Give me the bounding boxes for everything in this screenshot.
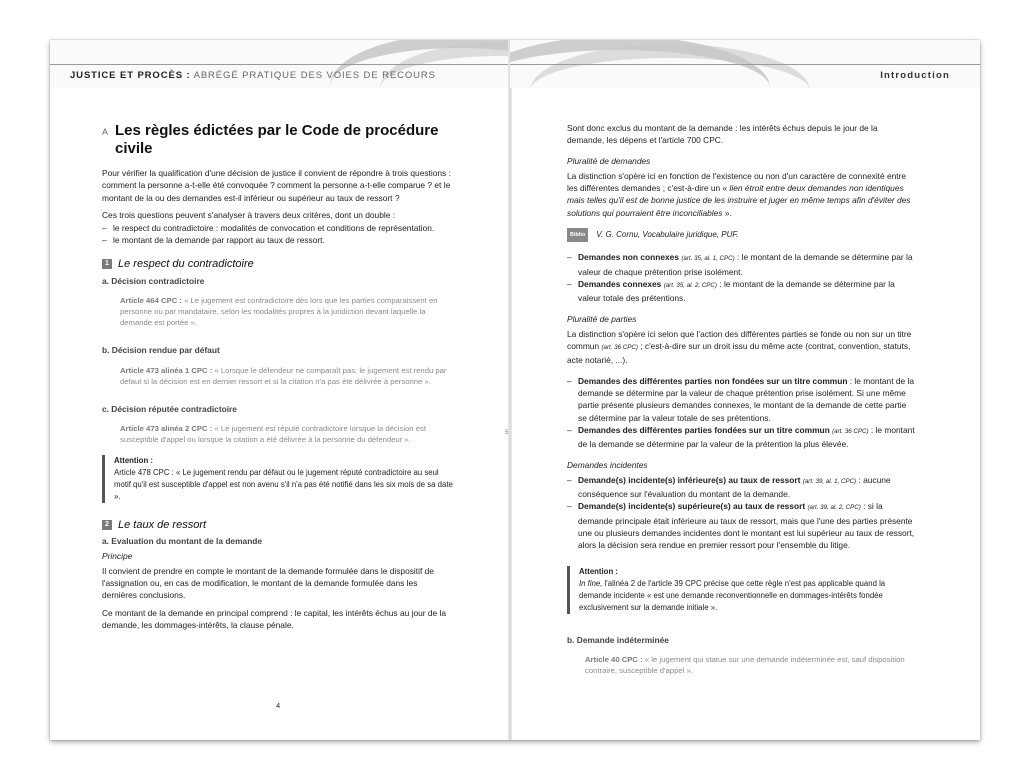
- principe-paragraph-2: Ce montant de la demande en principal comprend : le capital, les intérêts échus au jour de la demande, les dommages-intérêts, la clause pénale.: [102, 607, 447, 631]
- number-badge: 1: [102, 259, 112, 269]
- list-item: – Demande(s) incidente(s) supérieure(s) au taux de ressort (art. 39, al. 2, CPC) : si la demande principale était inférieure au taux de ressort, mais que l'une des parties présente une ou plusieurs demandes incidentes dont le montant est lui supérieur au taux de ressort, alors la décision sera rendue en premier ressort pour l'ensemble du litige.: [567, 500, 917, 551]
- attention-box: Attention : Article 478 CPC : « Le jugement rendu par défaut ou le jugement réputé contradictoire au seul motif qu'il est susceptible d'appel est non avenu s'il n'a pas été notifié dans les six mois de sa date ».: [102, 455, 454, 503]
- right-page: [510, 40, 980, 740]
- legal-citation: Article 473 alinéa 1 CPC : « Lorsque le défendeur ne comparaît pas, le jugement est rendu par défaut si la décision est en dernier ressort et si la citation n'a pas été délivrée à personne ».: [120, 365, 447, 386]
- subheading: a. Décision contradictoire: [102, 276, 205, 287]
- subheading: b. Décision rendue par défaut: [102, 345, 220, 356]
- biblio-tag: Biblio: [567, 228, 588, 242]
- subsection-heading-1: 1 Le respect du contradictoire: [102, 258, 454, 270]
- running-title: JUSTICE ET PROCÈS : ABRÉGÉ PRATIQUE DES VOIES DE RECOURS: [70, 70, 436, 81]
- incidental-list: [567, 474, 917, 552]
- paragraph: La distinction s'opère ici en fonction de l'existence ou non d'un caractère de connexité entre les différentes demandes ; c'est-à-dire un « lien étroit entre deux demandes non identiques mais telles qu'il est de bonne justice de les instruire et juger en même temps afin d'éviter des solutions qui pourraient être inconciliables ».: [567, 170, 911, 218]
- plurality-parties-title: Pluralité de parties: [567, 313, 637, 324]
- bibliography-note: Biblio V. G. Cornu, Vocabulaire juridique, PUF.: [567, 228, 917, 242]
- book-spread: [50, 40, 980, 740]
- left-content: [102, 122, 454, 636]
- incidental-demands-title: Demandes incidentes: [567, 459, 648, 470]
- left-header-band: [50, 40, 509, 88]
- list-item: – Demandes non connexes (art. 35, al. 1, CPC) : le montant de la demande se détermine par la valeur de chaque prétention prise isolément.: [567, 251, 917, 278]
- section-letter: A: [102, 127, 109, 137]
- left-page: [50, 40, 509, 740]
- paragraph: Sont donc exclus du montant de la demande : les intérêts échus depuis le jour de la demande, les dépens et l'article 700 CPC.: [567, 123, 878, 146]
- subsection-heading-2: 2 Le taux de ressort: [102, 519, 454, 531]
- section-heading: [102, 122, 454, 158]
- right-content: [567, 122, 917, 692]
- attention-box: Attention : In fine, l'alinéa 2 de l'article 39 CPC précise que cette règle n'est pas applicable quand la demande incidente « est une demande reconventionnelle en dommages-intérêts fondée exclusivement sur la demande initiale ».: [567, 566, 917, 614]
- number-badge: 2: [102, 520, 112, 530]
- parties-list: [567, 375, 917, 451]
- intro-paragraph: Pour vérifier la qualification d'une décision de justice il convient de répondre à trois questions : comment la personne a-t-elle été convoquée ? comment la personne a-t-elle comparue ? et le montant de la ou des demandes est-il inférieur ou supérieur au taux de ressort ?: [102, 168, 451, 203]
- principe-title: Principe: [102, 550, 133, 561]
- paragraph: La distinction s'opère ici selon que l'action des différentes parties se fonde ou non sur un titre commun (art. 36 CPC) ; c'est-à-dire sur un droit issu du même acte (contrat, convention, statuts, acte notarié, ...).: [567, 328, 912, 366]
- list-item: – le montant de la demande par rapport au taux de ressort.: [102, 234, 454, 246]
- legal-citation: Article 464 CPC : « Le jugement est contradictoire dès lors que les parties comparaissent en personne ou par mandataire, selon les modalités propres à la juridiction devant laquelle la demande est portée ».: [120, 296, 438, 328]
- principe-paragraph: Il convient de prendre en compte le montant de la demande formulée dans le dispositif de l'assignation ou, en cas de modification, le montant de la demande formulée dans les dernières conclusions.: [102, 565, 434, 601]
- list-item: – Demandes des différentes parties non fondées sur un titre commun : le montant de la demande se détermine par la valeur de chaque prétention prise isolément. Si une même partie présente plusieurs demandes connexes, le montant de la demande de cette partie se détermine par la valeur totale de ses prétentions.: [567, 375, 917, 424]
- subheading: b. Demande indéterminée: [567, 634, 669, 645]
- page-number: 4: [276, 701, 281, 710]
- right-header-band: [510, 40, 980, 88]
- intro-paragraph-2: Ces trois questions peuvent s'analyser à travers deux critères, dont un double :: [102, 209, 396, 220]
- section-title: Les règles édictées par le Code de procédure civile: [115, 122, 439, 157]
- demands-list: [567, 251, 917, 304]
- running-title: Introduction: [880, 70, 950, 81]
- plurality-demands-title: Pluralité de demandes: [567, 155, 651, 166]
- list-item: – Demandes connexes (art. 35, al. 2, CPC) : le montant de la demande se détermine par la valeur totale des prétentions.: [567, 278, 917, 305]
- list-item: – Demandes des différentes parties fondées sur un titre commun (art. 36 CPC) : le montant de la demande se détermine par la valeur de la prétention la plus élevée.: [567, 424, 917, 451]
- list-item: – le respect du contradictoire : modalités de convocation et conditions de représentation.: [102, 222, 454, 234]
- legal-citation: Article 473 alinéa 2 CPC : « Le jugement est réputé contradictoire lorsque la décision est susceptible d'appel ou lorsque la citation a été délivrée à la personne du défendeur ».: [120, 423, 426, 444]
- subheading: c. Décision réputée contradictoire: [102, 403, 237, 414]
- criteria-list: [102, 222, 454, 247]
- margin-mark: 5: [505, 430, 509, 436]
- list-item: – Demande(s) incidente(s) inférieure(s) au taux de ressort (art. 39, al. 1, CPC) : aucune conséquence sur l'évaluation du montant de la demande.: [567, 474, 917, 501]
- legal-citation: Article 40 CPC : « le jugement qui statue sur une demande indéterminée est, sauf disposition contraire, susceptible d'appel ».: [585, 654, 905, 675]
- subheading: a. Evaluation du montant de la demande: [102, 536, 263, 547]
